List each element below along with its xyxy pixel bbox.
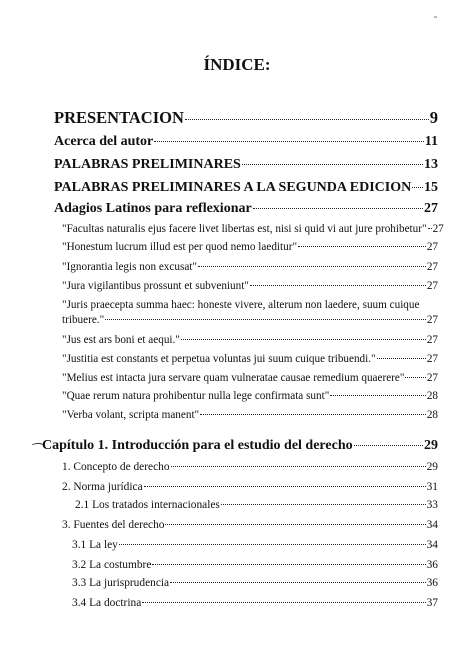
toc-entry-page: 27 [426,353,438,365]
toc-entry-section[interactable] [62,519,438,531]
toc-entry-title: Capítulo 1. Introducción para el estudio del derecho [42,438,353,453]
dot-leader [221,504,426,505]
toc-entry-title: "Verba volant, scripta manent" [62,409,200,421]
toc-entry-title: "Ignorantia legis non excusat" [62,261,197,273]
dot-leader [185,119,429,120]
dot-leader [405,377,425,378]
toc-entry-title: 2. Norma jurídica [62,481,143,493]
toc-entry-page: 34 [426,519,438,531]
toc-entry-adagios-latinos[interactable] [54,201,438,217]
toc-entry-page: 27 [426,372,438,384]
dot-leader [242,164,423,165]
toc-entry-title: PRESENTACION [54,108,184,127]
toc-entry-subsection[interactable] [72,597,438,609]
dot-leader [171,466,426,467]
dot-leader [181,339,426,340]
toc-entry-title: 2.1 Los tratados internacionales [75,499,220,511]
toc-entry-title: 3.2 La costumbre [72,559,152,571]
toc-entry-page: 9 [429,108,438,127]
toc-entry-presentacion[interactable] [54,108,438,128]
toc-entry-title: 3. Fuentes del derecho [62,519,165,531]
toc-entry-adagio[interactable] [62,372,438,384]
toc-entry-page: 33 [426,499,438,511]
toc-entry-title: PALABRAS PRELIMINARES A LA SEGUNDA EDICION [54,180,412,195]
toc-entry-title: "Jura vigilantibus prossunt et subveniunt" [62,280,249,292]
toc-entry-page: 27 [432,223,444,235]
dot-leader [250,285,426,286]
toc-entry-adagio[interactable] [62,280,438,292]
toc-entry-adagio[interactable] [62,409,438,421]
toc-entry-title: 3.3 La jurisprudencia [72,577,170,589]
dot-leader [253,208,423,209]
toc-entry-title: "Melius est intacta jura servare quam vulneratae causae remedium quaerere" [62,372,405,384]
handwritten-tick-mark: ⁀ [30,443,41,458]
toc-entry-page: 29 [424,438,438,453]
dot-leader [412,187,423,188]
toc-entry-title: "Honestum lucrum illud est per quod nemo laeditur" [62,241,298,253]
dot-leader [354,445,423,446]
toc-entry-title: 1. Concepto de derecho [62,461,170,473]
dot-leader [170,582,426,583]
toc-entry-section[interactable] [62,481,438,493]
toc-entry-page: 13 [424,157,438,172]
toc-entry-adagio[interactable] [62,390,438,402]
toc-entry-adagio[interactable] [62,314,438,326]
toc-entry-adagio-line1[interactable]: "Juris praecepta summa haec: honeste vivere, alterum non laedere, suum cuique [62,299,420,311]
toc-entry-title: tribuere." [62,314,105,326]
toc-entry-page: 28 [426,390,438,402]
dot-leader [298,246,426,247]
toc-entry-title: "Facultas naturalis ejus facere livet libertas est, nisi si quid vi aut jure prohibetur" [62,223,427,235]
toc-entry-page: 36 [426,559,438,571]
toc-entry-page: 27 [426,314,438,326]
toc-entry-title: 3.1 La ley [72,539,118,551]
toc-entry-title: "Quae rerum natura prohibentur nulla lege confirmata sunt" [62,390,330,402]
dot-leader [154,141,424,142]
toc-entry-palabras-preliminares[interactable] [54,157,438,173]
toc-entry-section[interactable] [62,461,438,473]
dot-leader [330,395,426,396]
dot-leader [377,358,426,359]
dot-leader [200,414,426,415]
toc-entry-acerca-del-autor[interactable] [54,134,438,150]
toc-entry-title: Acerca del autor [54,134,154,149]
toc-entry-title: "Jus est ars boni et aequi." [62,334,180,346]
dot-leader [428,228,432,229]
toc-entry-adagio[interactable] [62,241,438,253]
toc-entry-title: "Justitia est constants et perpetua voluntas jui suum cuique tribuendi." [62,353,376,365]
toc-entry-page: 27 [426,280,438,292]
toc-entry-subsection[interactable] [72,559,438,571]
dot-leader [119,544,426,545]
dot-leader [142,602,425,603]
toc-entry-page: 37 [426,597,438,609]
toc-entry-palabras-preliminares-segunda-edicion[interactable] [54,180,438,196]
toc-entry-page: 27 [426,334,438,346]
toc-entry-adagio[interactable] [62,334,438,346]
dot-leader [105,319,426,320]
toc-entry-title: Adagios Latinos para reflexionar [54,201,252,216]
toc-entry-page: 29 [426,461,438,473]
toc-entry-adagio[interactable] [62,261,438,273]
toc-entry-title: PALABRAS PRELIMINARES [54,157,241,172]
toc-entry-capitulo-1[interactable] [42,438,438,454]
toc-entry-page: 34 [426,539,438,551]
toc-entry-page: 27 [424,201,438,216]
dot-leader [198,266,426,267]
toc-entry-page: 36 [426,577,438,589]
toc-entry-subsection[interactable] [72,539,438,551]
toc-entry-subsection[interactable] [75,499,438,511]
toc-entry-adagio[interactable] [62,223,444,235]
toc-entry-page: 27 [426,241,438,253]
toc-entry-subsection[interactable] [72,577,438,589]
toc-entry-adagio[interactable] [62,353,438,365]
toc-entry-page: 31 [426,481,438,493]
dot-leader [144,486,426,487]
toc-entry-page: 11 [424,134,438,149]
dot-leader [165,524,425,525]
dot-leader [152,564,425,565]
toc-entry-page: 15 [424,180,438,195]
toc-entry-page: 28 [426,409,438,421]
toc-entry-page: 27 [426,261,438,273]
toc-entry-title: 3.4 La doctrina [72,597,142,609]
page-title: ÍNDICE: [203,55,271,74]
